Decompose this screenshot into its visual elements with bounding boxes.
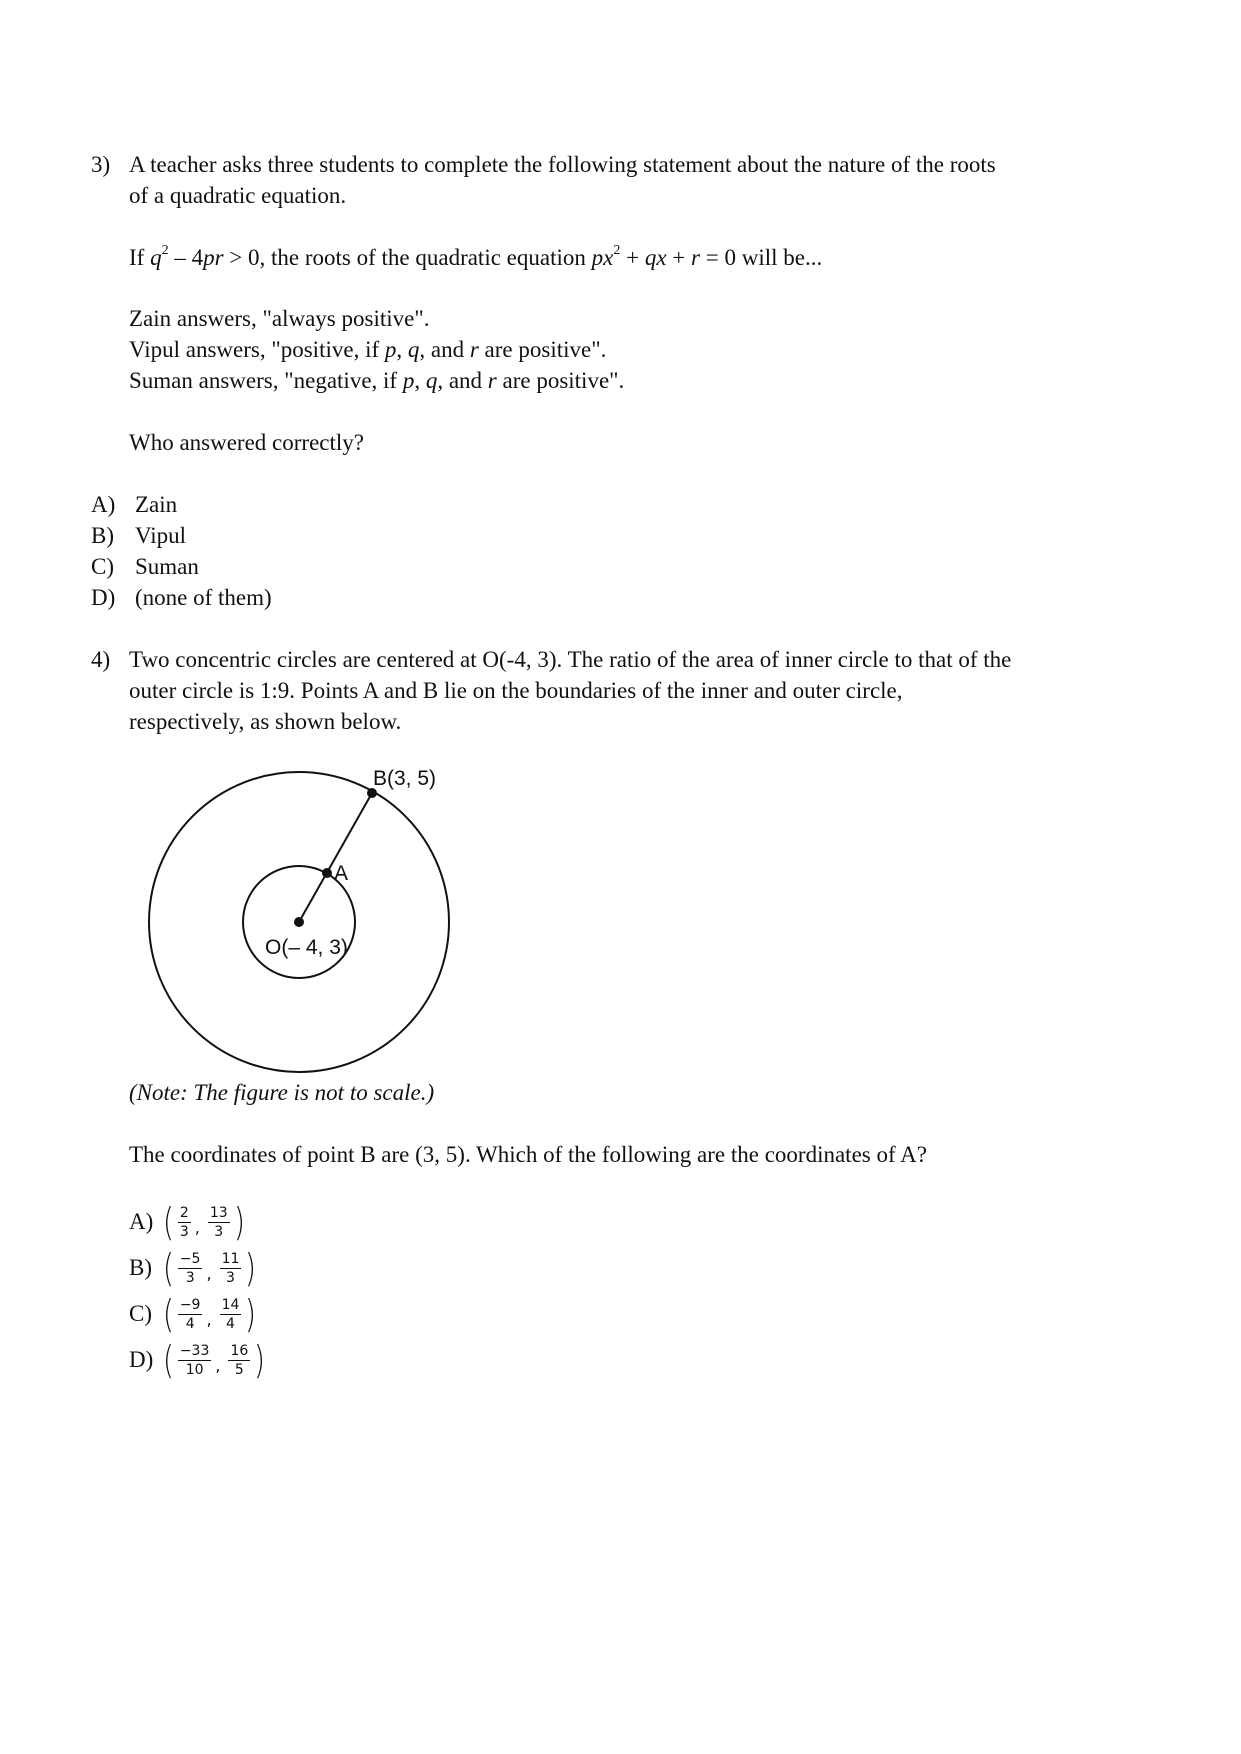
q4-option-a-letter: A) xyxy=(129,1209,154,1234)
q4-option-b-letter: B) xyxy=(129,1255,152,1280)
label-point-a: A xyxy=(334,862,349,885)
q4-option-c: C) ( $\frac{-9}{4}$ , $\frac{14}{4}$ ) xyxy=(129,1292,257,1336)
q3-option-b-letter: B) xyxy=(91,523,114,548)
q3-stem-line2: of a quadratic equation. xyxy=(129,183,347,208)
q4-figure-note: (Note: The figure is not to scale.) xyxy=(129,1080,435,1105)
q3-option-b-text: Vipul xyxy=(135,523,187,548)
q4-option-c-letter: C) xyxy=(129,1301,152,1326)
q3-option-c-text: Suman xyxy=(135,554,199,579)
q4-option-a-x: $\frac{2}{3}$ xyxy=(179,1204,189,1240)
q4-option-d: D) ( $\frac{-33}{10}$ , $\frac{16}{5}$ ) xyxy=(129,1338,266,1382)
q4-option-a-y: $\frac{13}{3}$ xyxy=(209,1204,228,1240)
q4-option-a: A) ( $\frac{2}{3}$ , $\frac{13}{3}$ ) xyxy=(129,1200,245,1244)
q4-option-d-x: $\frac{-33}{10}$ xyxy=(179,1342,210,1378)
q3-answer-vipul: Vipul answers, "positive, if p, q, and r are positive". xyxy=(129,337,607,362)
q4-option-b-y: $\frac{11}{3}$ xyxy=(221,1250,240,1286)
q4-question: The coordinates of point B are (3, 5). Which of the following are the coordinates of A? xyxy=(129,1142,927,1167)
q3-option-c-letter: C) xyxy=(91,554,114,579)
label-center-o: O(– 4, 3) xyxy=(265,936,348,959)
q3-statement: If $q^2 - 4pr > 0$, the roots of the quadratic equation $px^2$ + qx + r = 0 will be... xyxy=(129,243,823,270)
concentric-circles-figure xyxy=(129,760,469,1080)
q3-question: Who answered correctly? xyxy=(129,430,364,455)
q4-option-c-x: $\frac{-9}{4}$ xyxy=(179,1296,201,1332)
q4-number: 4) xyxy=(91,647,111,672)
q3-option-a-letter: A) xyxy=(91,492,116,517)
q3-stem-line1: A teacher asks three students to complete the following statement about the nature of the roots xyxy=(129,152,996,177)
point-a xyxy=(322,868,332,878)
q4-option-d-letter: D) xyxy=(129,1347,154,1372)
q4-stem-line3: respectively, as shown below. xyxy=(129,709,402,734)
q3-option-a-text: Zain xyxy=(135,492,178,517)
q4-option-c-y: $\frac{14}{4}$ xyxy=(221,1296,240,1332)
q4-option-b-x: $\frac{-5}{3}$ xyxy=(179,1250,201,1286)
q4-stem-line1: Two concentric circles are centered at O(-4, 3). The ratio of the area of inner circle to that of the xyxy=(129,647,1012,672)
q4-option-b: B) ( $\frac{-5}{3}$ , $\frac{11}{3}$ ) xyxy=(129,1246,257,1290)
q4-option-d-y: $\frac{16}{5}$ xyxy=(230,1342,249,1378)
q3-answer-suman: Suman answers, "negative, if p, q, and r are positive". xyxy=(129,368,625,393)
q3-option-d-letter: D) xyxy=(91,585,116,610)
center-point-o xyxy=(294,917,304,927)
q3-option-d-text: (none of them) xyxy=(135,585,272,610)
radius-segment xyxy=(299,793,372,922)
q3-number: 3) xyxy=(91,152,111,177)
q3-answer-zain: Zain answers, "always positive". xyxy=(129,306,430,331)
q4-stem-line2: outer circle is 1:9. Points A and B lie on the boundaries of the inner and outer circle, xyxy=(129,678,903,703)
label-point-b: B(3, 5) xyxy=(373,767,437,790)
